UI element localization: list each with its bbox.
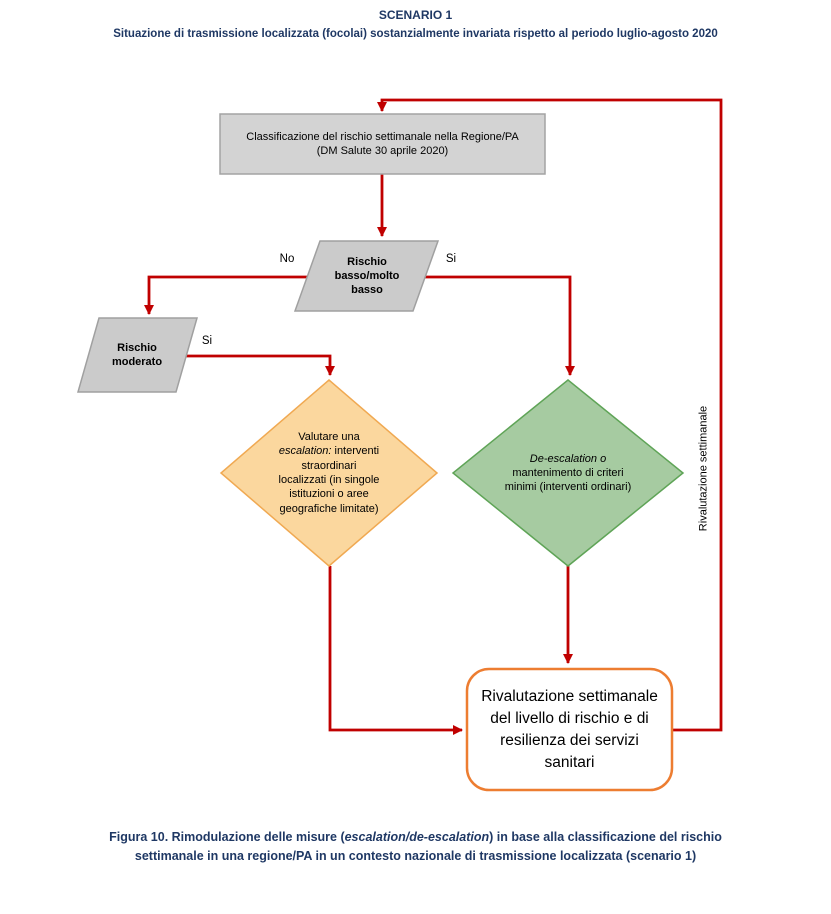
risk-moderate-label: Rischio moderato	[111, 341, 163, 368]
escalation-text-post: interventi straordinari localizzati (in singole istituzioni o aree geografiche limitate)	[278, 445, 380, 515]
deescalation-diamond-text	[501, 395, 635, 551]
classification-box-text	[220, 114, 545, 174]
edge-escalation-to-reassessment	[330, 566, 462, 730]
scenario-title: SCENARIO 1	[378, 8, 453, 22]
reassessment-box-text: Rivalutazione settimanale del livello di rischio e di resilienza dei servizi sanitari	[481, 687, 658, 771]
deescalation-text-italic: De-escalation o	[529, 452, 607, 465]
escalation-text-pre: Valutare una	[298, 431, 360, 444]
edge-si-to-deescalation	[425, 277, 570, 375]
edge-no-to-moderate	[149, 277, 307, 314]
classification-box-line1: Classificazione del rischio settimanale nella Regione/PA	[246, 130, 519, 143]
escalation-text-italic: escalation:	[278, 445, 332, 458]
caption-post: ) in base alla classificazione del rischio settimanale in una regione/PA in un contesto nazionale di trasmissione localizzata (scenario 1)	[134, 830, 722, 864]
edge-si-to-escalation	[186, 356, 330, 375]
escalation-text	[277, 430, 381, 516]
edge-label-si-low: Si	[445, 253, 457, 265]
deescalation-text-post: mantenimento di criteri minimi (interventi ordinari)	[504, 466, 632, 494]
risk-low-label: Rischio basso/molto basso	[334, 255, 400, 297]
classification-box-line2: (DM Salute 30 aprile 2020)	[316, 145, 449, 157]
escalation-diamond-text	[277, 395, 381, 551]
caption-italic: escalation/de-escalation	[344, 830, 490, 844]
scenario-subtitle: Situazione di trasmissione localizzata (focolai) sostanzialmente invariata rispetto al periodo luglio-agosto 2020	[113, 28, 718, 40]
edge-label-si-moderate: Si	[201, 335, 213, 347]
figure-caption	[80, 828, 751, 867]
edge-label-no: No	[279, 253, 295, 265]
caption-pre: Figura 10. Rimodulazione delle misure (	[109, 830, 345, 844]
deescalation-text	[501, 452, 635, 495]
feedback-loop-label: Rivalutazione settimanale	[697, 405, 710, 532]
